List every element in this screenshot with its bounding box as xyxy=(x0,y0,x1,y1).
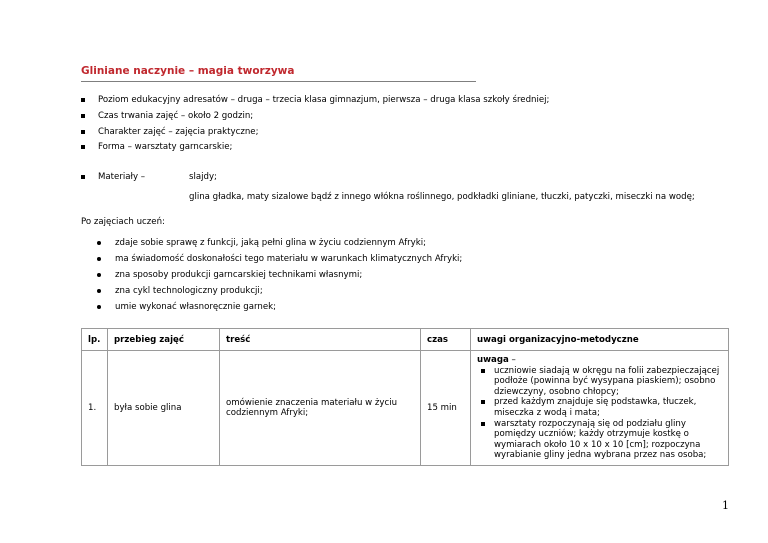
note-item: uczniowie siadają w okręgu na folii zabezpieczającej podłoże (powinna być wysypana piaskiem); osobno dziewczyny, osobno chłopcy; xyxy=(477,366,722,398)
round-bullet-icon xyxy=(97,305,101,309)
square-bullet-icon xyxy=(81,175,85,179)
note-item: przed każdym znajduje się podstawka, tłuczek, miseczka z wodą i mata; xyxy=(477,397,722,418)
cell-lp: 1. xyxy=(82,351,108,466)
round-bullet-icon xyxy=(97,273,101,277)
square-bullet-icon xyxy=(81,130,85,134)
note-item: warsztaty rozpoczynają się od podziału gliny pomiędzy uczniów; każdy otrzymuje kostkę o wymiarach około 10 x 10 x 10 [cm]; rozpoczyna wyrabianie gliny jedna wybrana przez nas osoba; xyxy=(477,419,722,461)
square-bullet-icon xyxy=(481,422,485,426)
outcomes-heading: Po zajęciach uczeń: xyxy=(81,217,165,227)
round-bullet-icon xyxy=(97,289,101,293)
header-przebieg: przebieg zajęć xyxy=(108,329,220,351)
square-bullet-icon xyxy=(81,145,85,149)
cell-czas: 15 min xyxy=(421,351,471,466)
header-lp: lp. xyxy=(82,329,108,351)
square-bullet-icon xyxy=(81,114,85,118)
round-bullet-icon xyxy=(97,241,101,245)
header-uwagi: uwagi organizacyjno-metodyczne xyxy=(471,329,729,351)
lesson-plan-table xyxy=(81,328,729,466)
title-underline xyxy=(81,81,476,82)
document-page: Gliniane naczynie – magia tworzywa Poziom edukacyjny adresatów – druga – trzecia klasa gimnazjum, pierwsza – druga klasa szkoły średniej; Czas trwania zajęć – około 2 godzin; Charakter zajęć – zajęcia praktyczne; Forma – warsztaty garncarskie; Materiały – slajdy; glina gładka, maty sizalowe bądź z innego włókna roślinnego, podkładki gliniane, tłuczki, patyczki, miseczki na wodę; Po zajęciach uczeń: zdaje sobie sprawę z funkcji, jaką pełni glina w życiu codziennym Afryki; ma świadomość doskonałości tego materiału w warunkach klimatycznych Afryki; zna sposoby produkcji garncarskiej technikami własnymi; zna cykl technologiczny produkcji; umie wykonać własnoręcznie garnek; lp. przebieg zajęć treść czas uwagi organizacyjno-metodyczne 1. była sobie glina omówienie znaczenia materiału w życiu codziennym Afryki; 15 min uwaga – uczniowie siadają w okręgu na folii zabezpieczającej podłoże (powinna być wysypana piaskiem); osobno dziewczyny, osobno chłopcy; przed każdym znajduje się podstawka, tłuczek, miseczka z wodą i mata; warsztaty rozpoczynają się od podziału gliny pomiędzy uczniów; każdy otrzymuje kostkę o wymiarach około 10 x 10 x 10 [cm]; rozpoczyna wyrabianie gliny jedna wybrana przez nas osoba; 1 xyxy=(81,65,729,512)
table-header-row xyxy=(82,329,729,351)
document-title: Gliniane naczynie – magia tworzywa xyxy=(81,65,295,77)
square-bullet-icon xyxy=(481,400,485,404)
header-czas: czas xyxy=(421,329,471,351)
square-bullet-icon xyxy=(81,98,85,102)
page-number: 1 xyxy=(722,499,729,512)
cell-uwagi xyxy=(471,351,729,466)
round-bullet-icon xyxy=(97,257,101,261)
table-row xyxy=(82,351,729,466)
materials-line-1: slajdy; xyxy=(189,172,217,182)
notes-heading: uwaga – xyxy=(477,355,516,365)
notes-list xyxy=(477,366,722,461)
cell-tresc: omówienie znaczenia materiału w życiu codziennym Afryki; xyxy=(220,351,421,466)
square-bullet-icon xyxy=(481,369,485,373)
materials-line-2: glina gładka, maty sizalowe bądź z innego włókna roślinnego, podkładki gliniane, tłuczki, patyczki, miseczki na wodę; xyxy=(189,192,695,202)
cell-przebieg: była sobie glina xyxy=(108,351,220,466)
header-tresc: treść xyxy=(220,329,421,351)
